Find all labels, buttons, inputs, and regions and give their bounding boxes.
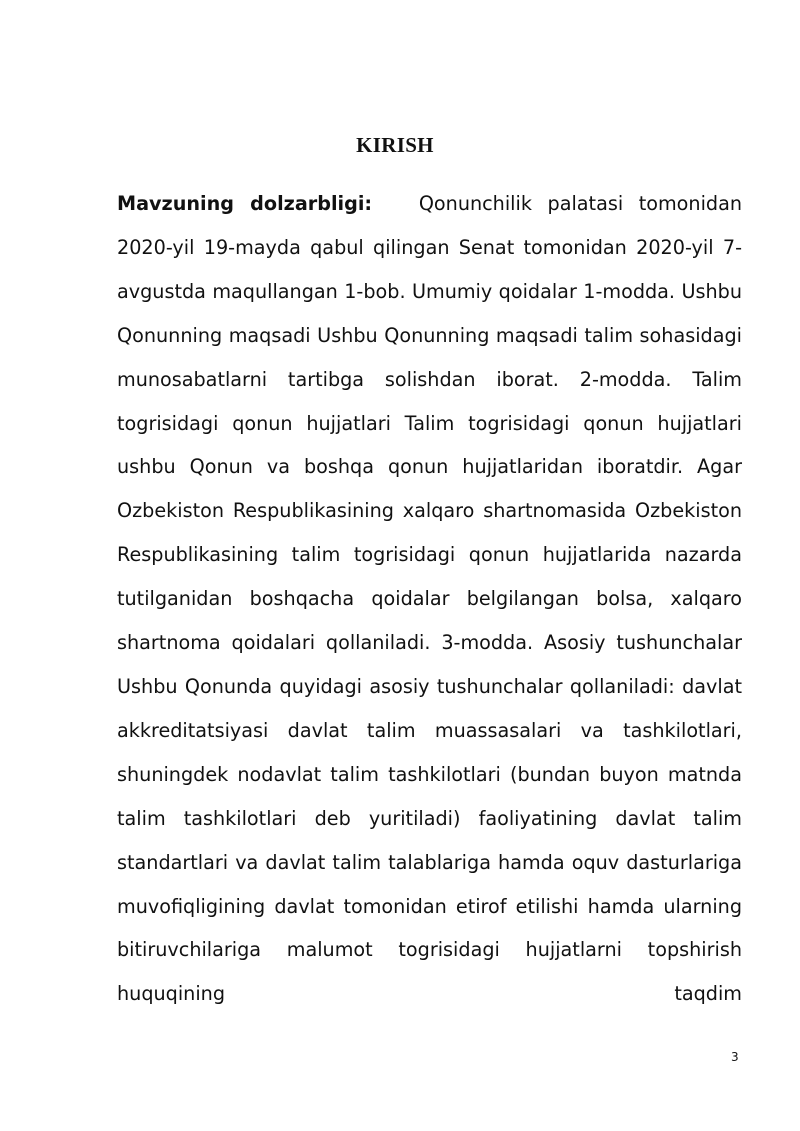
page-title: KIRISH <box>356 133 434 157</box>
paragraph-text: Qonunchilik palatasi tomonidan 2020-yil 19-mayda qabul qilingan Senat tomonidan 2020-yil 7-avgustda maqullangan 1-bob. Umumiy qoidalar 1-modda. Ushbu Qonunning maqsadi Ushbu Qonunning maqsadi talim sohasidagi munosabatlarni tartibga solishdan iborat. 2-modda. Talim togrisidagi qonun hujjatlari Talim togrisidagi qonun hujjatlari ushbu Qonun va boshqa qonun hujjatlaridan iboratdir. Agar Ozbekiston Respublikasining xalqaro shartnomasida Ozbekiston Respublikasining talim togrisidagi qonun hujjatlarida nazarda tutilganidan boshqacha qoidalar belgilangan bolsa, xalqaro shartnoma qoidalari qollaniladi. 3-modda. Asosiy tushunchalar Ushbu Qonunda quyidagi asosiy tushunchalar qollaniladi: davlat akkreditatsiyasi davlat talim muassasalari va tashkilotlari, shuningdek nodavlat talim tashkilotlari (bundan buyon matnda talim tashkilotlari deb yuritiladi) faoliyatining davlat talim standartlari va davlat talim talablariga hamda oquv dasturlariga muvofiqligining davlat tomonidan etirof etilishi hamda ularning bitiruvchilariga malumot togrisidagi hujjatlarni topshirish huquqining taqdim <box>117 192 742 1006</box>
page-number: 3 <box>731 1050 739 1064</box>
paragraph-label: Mavzuning dolzarbligi: <box>117 192 373 215</box>
body-paragraph <box>117 182 742 1016</box>
